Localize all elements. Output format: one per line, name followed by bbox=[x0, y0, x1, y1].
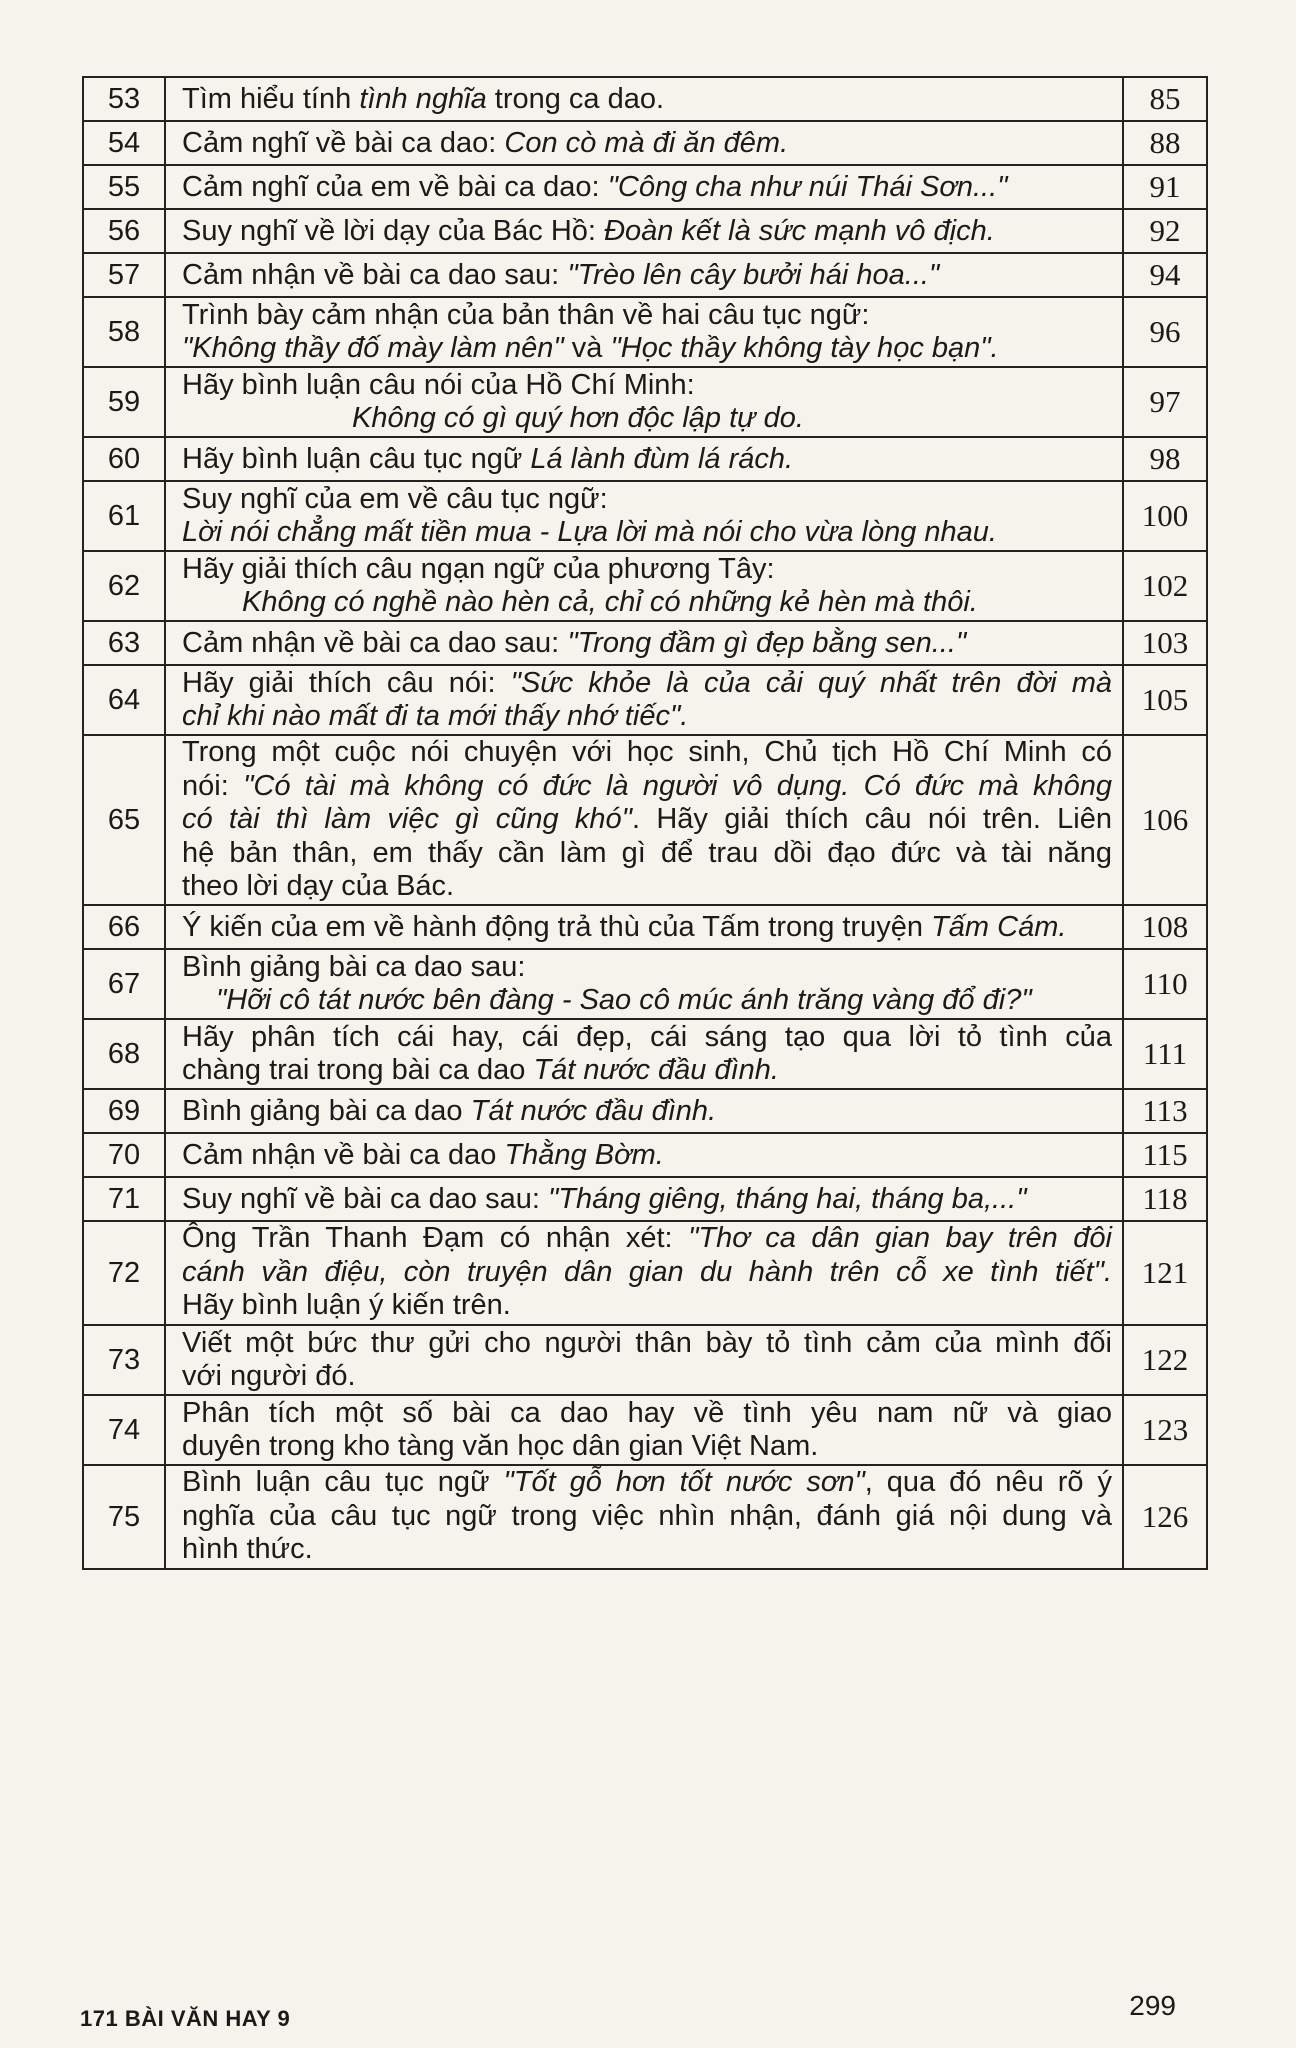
toc-title-line bbox=[182, 1137, 1112, 1173]
toc-row-title bbox=[165, 1133, 1123, 1177]
text-segment: Trình bày cảm nhận của bản thân về hai câu tục ngữ: bbox=[182, 299, 870, 331]
text-segment: Suy nghĩ về lời dạy của Bác Hồ: bbox=[182, 215, 605, 247]
table-of-contents bbox=[82, 76, 1208, 1570]
toc-title-line bbox=[182, 1397, 1112, 1430]
text-segment: Hãy bình luận ý kiến trên. bbox=[182, 1289, 511, 1322]
text-segment: với người đó. bbox=[182, 1359, 356, 1392]
italic-text: "Học thầy không tày học bạn". bbox=[610, 332, 999, 364]
toc-title-line bbox=[182, 625, 1112, 661]
toc-row-page: 122 bbox=[1123, 1325, 1207, 1395]
toc-row-title bbox=[165, 297, 1123, 367]
toc-title-line bbox=[182, 951, 1112, 984]
text-segment: duyên trong kho tàng văn học dân gian Việt Nam. bbox=[182, 1429, 819, 1462]
text-segment: hệ bản thân, em thấy cần làm gì để trau dồi đạo đức và tài năng bbox=[182, 836, 1112, 869]
toc-title-line bbox=[182, 125, 1112, 161]
toc-row-page: 98 bbox=[1123, 437, 1207, 481]
toc-row-title bbox=[165, 1019, 1123, 1089]
toc-row bbox=[83, 1325, 1207, 1395]
text-segment: nghĩa của câu tục ngữ trong việc nhìn nhận, đánh giá nội dung và bbox=[182, 1499, 1112, 1532]
italic-text: Không có nghề nào hèn cả, chỉ có những kẻ hèn mà thôi. bbox=[242, 586, 978, 618]
toc-row-number: 59 bbox=[83, 367, 165, 437]
italic-text: "Thơ ca dân gian bay trên đôi bbox=[688, 1222, 1112, 1255]
toc-title-line bbox=[182, 586, 1112, 619]
toc-title-line bbox=[182, 803, 1112, 837]
text-segment: Trong một cuộc nói chuyện với học sinh, Chủ tịch Hồ Chí Minh có bbox=[182, 736, 1112, 768]
toc-row-page: 106 bbox=[1123, 735, 1207, 905]
toc-title-line bbox=[182, 1360, 1112, 1393]
toc-row-number: 71 bbox=[83, 1177, 165, 1221]
toc-row-title bbox=[165, 551, 1123, 621]
toc-title-line bbox=[182, 909, 1112, 945]
text-segment: Suy nghĩ về bài ca dao sau: bbox=[182, 1182, 548, 1215]
toc-row-number: 69 bbox=[83, 1089, 165, 1133]
toc-row-number: 75 bbox=[83, 1465, 165, 1569]
text-segment: Bình giảng bài ca dao bbox=[182, 1094, 471, 1127]
text-segment: Hãy bình luận câu tục ngữ bbox=[182, 443, 531, 475]
text-segment: chàng trai trong bài ca dao bbox=[182, 1053, 534, 1086]
toc-row bbox=[83, 437, 1207, 481]
text-segment: hình thức. bbox=[182, 1533, 313, 1566]
toc-row-number: 68 bbox=[83, 1019, 165, 1089]
italic-text: Đoàn kết là sức mạnh vô địch. bbox=[604, 215, 995, 247]
toc-row-page: 113 bbox=[1123, 1089, 1207, 1133]
toc-title-line bbox=[182, 257, 1112, 293]
toc-title-line bbox=[182, 441, 1112, 477]
text-segment: Viết một bức thư gửi cho người thân bày tỏ tình cảm của mình đối bbox=[182, 1326, 1112, 1359]
italic-text: Tấm Cám. bbox=[931, 910, 1067, 943]
italic-text: "Tháng giêng, tháng hai, tháng ba,..." bbox=[547, 1182, 1027, 1215]
toc-row-page: 100 bbox=[1123, 481, 1207, 551]
toc-row-title bbox=[165, 949, 1123, 1019]
italic-text: "Tốt gỗ hơn tốt nước sơn" bbox=[503, 1466, 865, 1499]
toc-title-line bbox=[182, 1327, 1112, 1360]
toc-row-number: 57 bbox=[83, 253, 165, 297]
toc-title-line bbox=[182, 667, 1112, 700]
toc-title-line bbox=[182, 984, 1112, 1017]
text-segment: Suy nghĩ của em về câu tục ngữ: bbox=[182, 483, 608, 515]
italic-text: có tài thì làm việc gì cũng khó" bbox=[182, 803, 632, 835]
toc-row-number: 62 bbox=[83, 551, 165, 621]
toc-row-title bbox=[165, 905, 1123, 949]
toc-row-title bbox=[165, 1325, 1123, 1395]
toc-title-line bbox=[182, 402, 1112, 435]
italic-text: Thằng Bờm. bbox=[504, 1138, 664, 1171]
toc-row bbox=[83, 551, 1207, 621]
toc-row-title bbox=[165, 735, 1123, 905]
text-segment: Hãy giải thích câu nói: bbox=[182, 667, 511, 699]
text-segment: Cảm nhận về bài ca dao sau: bbox=[182, 627, 568, 659]
toc-row bbox=[83, 949, 1207, 1019]
text-segment: Bình giảng bài ca dao sau: bbox=[182, 950, 526, 983]
text-segment: Bình luận câu tục ngữ bbox=[182, 1466, 504, 1499]
toc-title-line bbox=[182, 332, 1112, 365]
toc-row-page: 92 bbox=[1123, 209, 1207, 253]
toc-row-title bbox=[165, 1089, 1123, 1133]
text-segment: Ý kiến của em về hành động trả thù của Tấm trong truyện bbox=[182, 910, 932, 943]
toc-title-line bbox=[182, 1021, 1112, 1054]
toc-row-title bbox=[165, 77, 1123, 121]
text-segment: . Hãy giải thích câu nói trên. Liên bbox=[631, 803, 1112, 835]
italic-text: "Có tài mà không có đức là người vô dụng. Có đức mà không bbox=[243, 769, 1112, 802]
toc-title-line bbox=[182, 770, 1112, 804]
italic-text: "Hỡi cô tát nước bên đàng - Sao cô múc ánh trăng vàng đổ đi?" bbox=[216, 983, 1032, 1016]
italic-text: Tát nước đầu đình. bbox=[470, 1094, 717, 1127]
toc-row bbox=[83, 665, 1207, 735]
toc-title-line bbox=[182, 1466, 1112, 1500]
toc-row-number: 60 bbox=[83, 437, 165, 481]
toc-row-title bbox=[165, 367, 1123, 437]
toc-row bbox=[83, 621, 1207, 665]
toc-row-title bbox=[165, 621, 1123, 665]
toc-row-page: 103 bbox=[1123, 621, 1207, 665]
toc-row-number: 72 bbox=[83, 1221, 165, 1325]
toc-row bbox=[83, 297, 1207, 367]
toc-row-page: 96 bbox=[1123, 297, 1207, 367]
toc-row-number: 63 bbox=[83, 621, 165, 665]
toc-row bbox=[83, 209, 1207, 253]
text-segment: Cảm nghĩ về bài ca dao: bbox=[182, 127, 505, 159]
italic-text: "Không thầy đố mày làm nên" bbox=[182, 332, 564, 364]
toc-row-number: 55 bbox=[83, 165, 165, 209]
toc-row-title bbox=[165, 209, 1123, 253]
toc-title-line bbox=[182, 483, 1112, 516]
toc-row-title bbox=[165, 1465, 1123, 1569]
toc-row bbox=[83, 367, 1207, 437]
toc-title-line bbox=[182, 299, 1112, 332]
toc-title-line bbox=[182, 1093, 1112, 1129]
toc-row-page: 110 bbox=[1123, 949, 1207, 1019]
text-segment: trong ca dao. bbox=[486, 83, 665, 115]
italic-text: Lời nói chẳng mất tiền mua - Lựa lời mà nói cho vừa lòng nhau. bbox=[182, 516, 997, 548]
toc-title-line bbox=[182, 870, 1112, 904]
toc-row-number: 53 bbox=[83, 77, 165, 121]
text-segment: Hãy giải thích câu ngạn ngữ của phương Tây: bbox=[182, 553, 775, 585]
text-segment: Phân tích một số bài ca dao hay về tình yêu nam nữ và giao bbox=[182, 1396, 1112, 1429]
toc-title-line bbox=[182, 1500, 1112, 1534]
toc-row-number: 58 bbox=[83, 297, 165, 367]
toc-title-line bbox=[182, 1054, 1112, 1087]
text-segment: Hãy bình luận câu nói của Hồ Chí Minh: bbox=[182, 369, 695, 401]
toc-row bbox=[83, 905, 1207, 949]
italic-text: Lá lành đùm lá rách. bbox=[530, 443, 794, 475]
italic-text: chỉ khi nào mất đi ta mới thấy nhớ tiếc". bbox=[182, 700, 689, 732]
toc-row-title bbox=[165, 1177, 1123, 1221]
italic-text: tình nghĩa bbox=[359, 83, 487, 115]
toc-row-page: 91 bbox=[1123, 165, 1207, 209]
italic-text: cánh vần điệu, còn truyện dân gian du hành trên cỗ xe tình tiết". bbox=[182, 1255, 1112, 1288]
toc-title-line bbox=[182, 369, 1112, 402]
footer-page-number: 299 bbox=[1129, 1990, 1176, 2021]
text-segment: Cảm nhận về bài ca dao sau: bbox=[182, 259, 568, 291]
toc-row-page: 108 bbox=[1123, 905, 1207, 949]
toc-row-number: 54 bbox=[83, 121, 165, 165]
toc-row-number: 64 bbox=[83, 665, 165, 735]
toc-row-page: 123 bbox=[1123, 1395, 1207, 1465]
toc-row-page: 118 bbox=[1123, 1177, 1207, 1221]
toc-row-page: 115 bbox=[1123, 1133, 1207, 1177]
italic-text: "Sức khỏe là của cải quý nhất trên đời mà bbox=[510, 667, 1113, 699]
toc-row-page: 105 bbox=[1123, 665, 1207, 735]
toc-title-line bbox=[182, 1222, 1112, 1256]
toc-row-title bbox=[165, 481, 1123, 551]
toc-row-number: 67 bbox=[83, 949, 165, 1019]
text-segment: nói: bbox=[182, 769, 244, 802]
toc-row-page: 97 bbox=[1123, 367, 1207, 437]
toc-row-title bbox=[165, 253, 1123, 297]
text-segment: Hãy phân tích cái hay, cái đẹp, cái sáng tạo qua lời tỏ tình của bbox=[182, 1020, 1112, 1053]
toc-row-number: 66 bbox=[83, 905, 165, 949]
toc-title-line bbox=[182, 553, 1112, 586]
toc-row-title bbox=[165, 1221, 1123, 1325]
toc-row-number: 65 bbox=[83, 735, 165, 905]
toc-title-line bbox=[182, 1256, 1112, 1290]
toc-row-page: 94 bbox=[1123, 253, 1207, 297]
toc-row-page: 85 bbox=[1123, 77, 1207, 121]
toc-row-page: 102 bbox=[1123, 551, 1207, 621]
toc-title-line bbox=[182, 736, 1112, 770]
toc-title-line bbox=[182, 1430, 1112, 1463]
italic-text: Tát nước đầu đình. bbox=[533, 1053, 779, 1086]
toc-row-number: 56 bbox=[83, 209, 165, 253]
toc-row-title bbox=[165, 165, 1123, 209]
toc-row-number: 74 bbox=[83, 1395, 165, 1465]
toc-row-title bbox=[165, 1395, 1123, 1465]
toc-row-page: 88 bbox=[1123, 121, 1207, 165]
toc-row-title bbox=[165, 121, 1123, 165]
toc-row-page: 126 bbox=[1123, 1465, 1207, 1569]
italic-text: Không có gì quý hơn độc lập tự do. bbox=[352, 402, 804, 434]
toc-title-line bbox=[182, 516, 1112, 549]
toc-row bbox=[83, 77, 1207, 121]
italic-text: "Trong đầm gì đẹp bằng sen..." bbox=[567, 627, 967, 659]
text-segment: Cảm nhận về bài ca dao bbox=[182, 1138, 505, 1171]
footer-book-title: 171 BÀI VĂN HAY 9 bbox=[80, 2006, 291, 2031]
toc-row bbox=[83, 253, 1207, 297]
toc-row bbox=[83, 121, 1207, 165]
italic-text: "Công cha như núi Thái Sơn..." bbox=[607, 171, 1008, 203]
toc-title-line bbox=[182, 169, 1112, 205]
toc-row bbox=[83, 481, 1207, 551]
toc-row-page: 111 bbox=[1123, 1019, 1207, 1089]
text-segment: Tìm hiểu tính bbox=[182, 83, 360, 115]
text-segment: , qua đó nêu rõ ý bbox=[864, 1466, 1112, 1499]
toc-title-line bbox=[182, 213, 1112, 249]
text-segment: theo lời dạy của Bác. bbox=[182, 870, 455, 902]
italic-text: "Trèo lên cây bưởi hái hoa..." bbox=[567, 259, 940, 291]
text-segment: Ông Trần Thanh Đạm có nhận xét: bbox=[182, 1222, 689, 1255]
toc-row bbox=[83, 1177, 1207, 1221]
toc-row bbox=[83, 1019, 1207, 1089]
toc-title-line bbox=[182, 1289, 1112, 1323]
toc-row bbox=[83, 1465, 1207, 1569]
text-segment: và bbox=[563, 332, 611, 364]
toc-row bbox=[83, 1221, 1207, 1325]
toc-title-line bbox=[182, 837, 1112, 871]
toc-row bbox=[83, 1089, 1207, 1133]
toc-row-number: 61 bbox=[83, 481, 165, 551]
toc-row bbox=[83, 1133, 1207, 1177]
toc-row bbox=[83, 735, 1207, 905]
toc-row-number: 73 bbox=[83, 1325, 165, 1395]
toc-title-line bbox=[182, 1181, 1112, 1217]
toc-row-title bbox=[165, 665, 1123, 735]
toc-row-number: 70 bbox=[83, 1133, 165, 1177]
toc-body bbox=[83, 77, 1207, 1569]
toc-title-line bbox=[182, 81, 1112, 117]
toc-row bbox=[83, 1395, 1207, 1465]
toc-title-line bbox=[182, 700, 1112, 733]
italic-text: Con cò mà đi ăn đêm. bbox=[504, 127, 789, 159]
text-segment: Cảm nghĩ của em về bài ca dao: bbox=[182, 171, 608, 203]
toc-title-line bbox=[182, 1533, 1112, 1567]
toc-row bbox=[83, 165, 1207, 209]
toc-row-title bbox=[165, 437, 1123, 481]
toc-row-page: 121 bbox=[1123, 1221, 1207, 1325]
